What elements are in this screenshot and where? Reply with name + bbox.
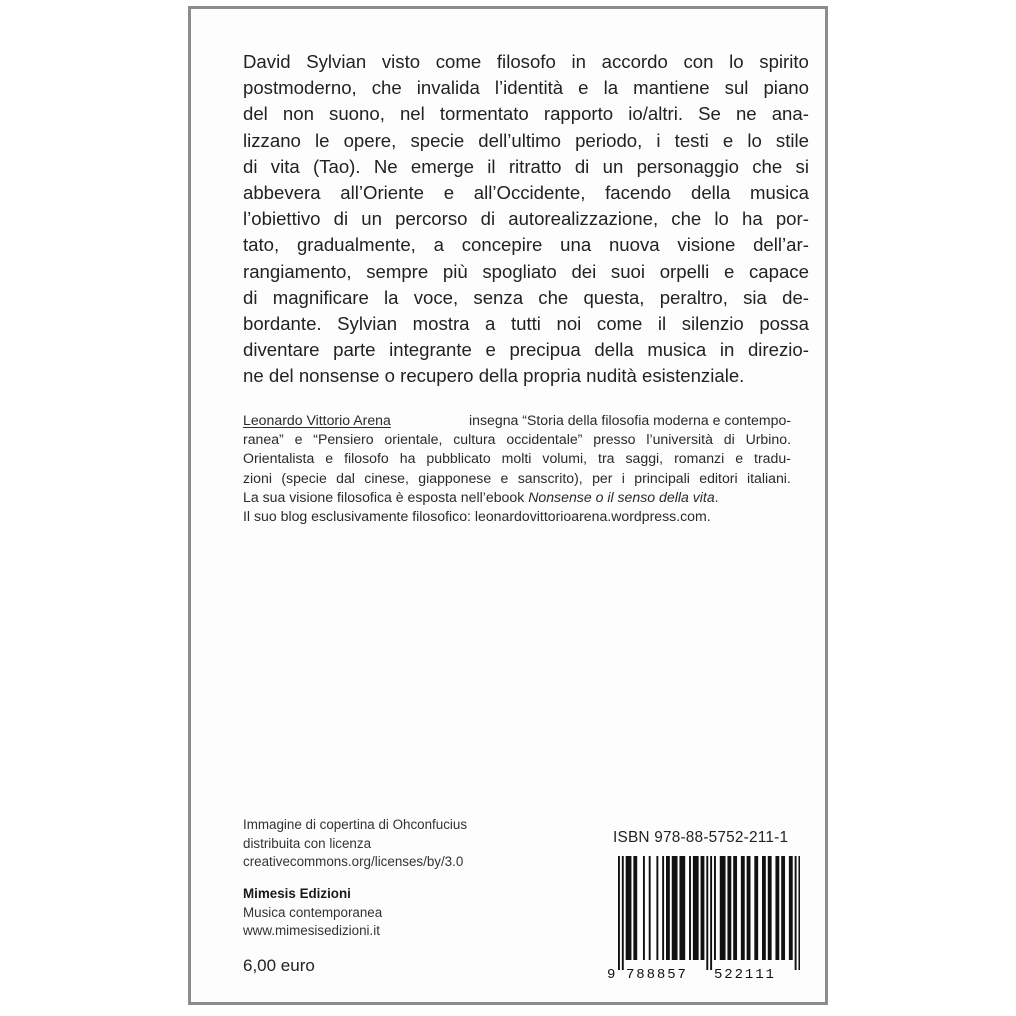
word: cultura — [453, 431, 496, 448]
word: una — [560, 234, 592, 256]
isbn-label: ISBN 978-88-5752-211-1 — [613, 829, 789, 846]
word: principali — [634, 469, 690, 486]
word: tormentato — [439, 103, 529, 125]
barcode-bar — [679, 856, 685, 960]
barcode-bar — [626, 856, 632, 960]
barcode-bar — [666, 856, 670, 960]
word: che — [371, 77, 402, 99]
barcode-bar — [754, 856, 758, 960]
barcode-bar — [727, 856, 731, 960]
barcode-bar — [656, 856, 658, 960]
word: Sylvian — [306, 51, 367, 72]
word: ne — [735, 103, 757, 125]
barcode-bar — [649, 856, 651, 960]
blurb-line — [243, 49, 809, 75]
publisher-website: www.mimesisedizioni.it — [243, 923, 380, 939]
word: editori — [699, 469, 738, 486]
bio-line — [243, 488, 791, 507]
word: a — [485, 313, 496, 335]
word: suoi — [610, 260, 646, 282]
word: l’università — [646, 431, 713, 448]
word: un — [602, 155, 624, 177]
word: nuova — [608, 234, 660, 256]
word: personaggio — [636, 155, 739, 177]
word: non — [282, 103, 314, 125]
word: invalida — [416, 77, 480, 99]
word: ana- — [771, 103, 809, 125]
word: abbevera — [243, 182, 321, 204]
series-name: Musica contemporanea — [243, 904, 383, 920]
word: peraltro, — [659, 286, 728, 308]
barcode-bar — [768, 856, 772, 960]
word: il — [487, 155, 496, 177]
word: pubblicato — [426, 450, 491, 467]
word: visione — [677, 234, 736, 256]
barcode-bar — [643, 856, 645, 960]
price: 6,00 euro — [243, 956, 315, 975]
word: dei — [571, 260, 597, 282]
word: il — [657, 313, 667, 335]
blurb-line — [243, 154, 809, 180]
word: filosofo — [344, 450, 389, 467]
blurb-line — [243, 337, 809, 363]
word: testi — [674, 129, 709, 151]
word: di — [243, 155, 258, 177]
barcode-bar — [714, 856, 716, 960]
publisher-info — [243, 885, 382, 941]
word: tra — [598, 450, 615, 467]
word: molti — [501, 450, 532, 467]
barcode-bar — [672, 856, 678, 960]
word: sempre — [366, 260, 429, 282]
barcode — [604, 854, 800, 982]
word: silenzio — [681, 313, 744, 335]
word: di — [723, 431, 735, 448]
word: di — [243, 286, 258, 308]
cover-image-credits — [243, 816, 467, 872]
word: nel — [399, 103, 425, 125]
word: piano — [763, 77, 809, 99]
word: spirito — [759, 51, 809, 72]
word: con — [683, 51, 714, 72]
bio-text: . — [714, 488, 719, 505]
barcode-bar — [798, 856, 800, 970]
blurb-line — [243, 232, 809, 258]
word: (specie — [281, 469, 327, 486]
word: lo — [714, 208, 729, 230]
word: capace — [748, 260, 809, 282]
word: presso — [593, 431, 636, 448]
word: in — [719, 339, 735, 361]
word: stile — [775, 129, 809, 151]
bio-line — [243, 449, 791, 468]
bio-line — [243, 430, 791, 449]
word: che — [752, 155, 783, 177]
author-bio — [243, 411, 791, 526]
bio-text: insegna “Storia della filosofia moderna e contempo- — [469, 412, 791, 428]
word: ritratto — [508, 155, 562, 177]
barcode-digits-right: 522111 — [714, 967, 776, 982]
barcode-digits-left: 788857 — [626, 967, 688, 982]
word: le — [315, 129, 330, 151]
word: “Pensiero — [313, 431, 374, 448]
blurb-line — [243, 311, 809, 337]
word: dell’ultimo — [478, 129, 561, 151]
barcode-digit-prefix: 9 — [607, 967, 616, 982]
word: che — [538, 286, 569, 308]
word: specie — [410, 129, 465, 151]
word: diventare — [243, 339, 320, 361]
word: concepire — [461, 234, 543, 256]
barcode-bar — [762, 856, 766, 960]
word: questa, — [583, 286, 645, 308]
word: periodo, — [575, 129, 643, 151]
word: come — [596, 313, 643, 335]
word: bordante. — [243, 313, 322, 335]
word: emerge — [410, 155, 474, 177]
word: lo — [729, 51, 744, 72]
word: l’identità — [494, 77, 564, 99]
word: della — [691, 182, 731, 204]
word: noi — [556, 313, 582, 335]
word: e — [722, 129, 734, 151]
word: Sylvian — [337, 313, 398, 335]
word: David — [243, 51, 291, 72]
word: e — [325, 450, 334, 467]
barcode-bar — [693, 856, 699, 960]
word: voce, — [413, 286, 459, 308]
barcode-bar — [733, 856, 737, 960]
word: visto — [381, 51, 421, 72]
word: rangiamento, — [243, 260, 352, 282]
word: come — [435, 51, 482, 72]
barcode-bar — [662, 856, 664, 960]
word: cinese, — [364, 469, 409, 486]
word: della — [594, 339, 634, 361]
barcode-bar — [633, 856, 637, 960]
word: lo — [747, 129, 762, 151]
word: orpelli — [659, 260, 710, 282]
barcode-bar — [775, 856, 779, 960]
word: integrante — [389, 339, 472, 361]
word: che — [671, 208, 702, 230]
word: mostra — [412, 313, 470, 335]
word: tradu- — [754, 450, 791, 467]
word: più — [442, 260, 468, 282]
blurb-line — [243, 75, 809, 101]
word: direzio- — [747, 339, 809, 361]
publisher-name: Mimesis Edizioni — [243, 886, 351, 901]
barcode-bar — [618, 856, 620, 970]
word: Orientalista — [243, 450, 315, 467]
word: sia — [743, 286, 767, 308]
word: magnificare — [272, 286, 369, 308]
word: Urbino. — [745, 431, 791, 448]
word: gradualmente, — [296, 234, 416, 256]
barcode-bar — [789, 856, 793, 960]
word: mantiene — [633, 77, 710, 99]
word: sul — [724, 77, 749, 99]
bio-line — [243, 469, 791, 488]
credits-line: Immagine di copertina di Ohconfucius — [243, 817, 468, 832]
blurb-line — [243, 101, 809, 127]
word: filosofo — [496, 51, 556, 72]
barcode-bar — [710, 856, 712, 970]
word: e — [723, 260, 735, 282]
barcode-bar — [689, 856, 691, 960]
word: de- — [782, 286, 809, 308]
barcode-bar — [747, 856, 751, 960]
word: percorso — [395, 208, 468, 230]
author-name: Leonardo Vittorio Arena — [243, 412, 391, 428]
blurb-line — [243, 128, 809, 154]
word: dell’ar- — [753, 234, 809, 256]
blurb-line: ne del nonsense o recupero della propria nudità esistenziale. — [243, 365, 745, 387]
barcode-bars — [618, 856, 800, 970]
word: volumi, — [542, 450, 588, 467]
word: la — [384, 286, 399, 308]
word: Se — [698, 103, 721, 125]
word: e — [735, 450, 744, 467]
barcode-bar — [706, 856, 708, 970]
barcode-bar — [795, 856, 797, 970]
blurb-line — [243, 206, 809, 232]
word: giapponese — [418, 469, 492, 486]
word: senza — [473, 286, 524, 308]
bio-text: La sua visione filosofica è esposta nell’ebook — [243, 488, 525, 505]
word: facendo — [605, 182, 672, 204]
word: un — [361, 208, 382, 230]
word: e — [578, 77, 589, 99]
barcode-bar — [720, 856, 726, 960]
blurb-line — [243, 180, 809, 206]
barcode-bar — [622, 856, 624, 970]
word: occidentale” — [506, 431, 583, 448]
word: por- — [775, 208, 809, 230]
word: tato, — [243, 234, 280, 256]
word: italiani. — [746, 469, 791, 486]
word: suono, — [329, 103, 385, 125]
word: e — [485, 339, 496, 361]
word: la — [603, 77, 619, 99]
word: autorealizzazione, — [508, 208, 659, 230]
word: lizzano — [243, 129, 301, 151]
word: di — [333, 208, 349, 230]
bio-line — [243, 411, 791, 430]
word: di — [480, 208, 496, 230]
word: precipua — [509, 339, 581, 361]
word: all’Occidente, — [473, 182, 586, 204]
word: musica — [750, 182, 809, 204]
word: orientale, — [384, 431, 443, 448]
word: romanzi — [674, 450, 725, 467]
word: dal — [336, 469, 355, 486]
blurb-line — [243, 285, 809, 311]
word: spogliato — [482, 260, 557, 282]
word: all’Oriente — [340, 182, 424, 204]
blurb-paragraph — [243, 49, 809, 390]
word: musica — [647, 339, 707, 361]
ebook-title: Nonsense o il senso della vita — [528, 488, 715, 505]
credits-line: distribuita con licenza — [243, 835, 372, 851]
word: ha — [399, 450, 416, 467]
word: postmoderno, — [243, 77, 357, 99]
barcode-bar — [701, 856, 705, 960]
word: a — [433, 234, 444, 256]
barcode-bar — [781, 856, 785, 960]
word: vita — [270, 155, 300, 177]
word: accordo — [601, 51, 668, 72]
word: del — [243, 103, 268, 125]
word: ha — [742, 208, 763, 230]
bio-line: Il suo blog esclusivamente filosofico: leonardovittorioarena.wordpress.com. — [243, 508, 711, 525]
word: in — [571, 51, 586, 72]
word: Ne — [373, 155, 398, 177]
word: sanscrito), — [517, 469, 583, 486]
word: parte — [333, 339, 376, 361]
word: zioni — [243, 469, 272, 486]
word: si — [795, 155, 809, 177]
word: e — [443, 182, 455, 204]
credits-line: creativecommons.org/licenses/by/3.0 — [243, 854, 464, 870]
word: per — [592, 469, 613, 486]
word: l’obiettivo — [243, 208, 321, 230]
word: e — [500, 469, 509, 486]
blurb-line — [243, 259, 809, 285]
barcode-bar — [741, 856, 745, 960]
word: rapporto — [543, 103, 614, 125]
word: di — [574, 155, 590, 177]
word: possa — [759, 313, 809, 335]
book-back-cover — [188, 6, 828, 1005]
word: i — [621, 469, 625, 486]
word: saggi, — [625, 450, 664, 467]
word: opere, — [343, 129, 397, 151]
word: ranea” — [243, 431, 284, 448]
word: io/altri. — [628, 103, 683, 125]
word: e — [294, 431, 303, 448]
word: (Tao). — [313, 155, 361, 177]
word: i — [656, 129, 661, 151]
word: tutti — [510, 313, 541, 335]
